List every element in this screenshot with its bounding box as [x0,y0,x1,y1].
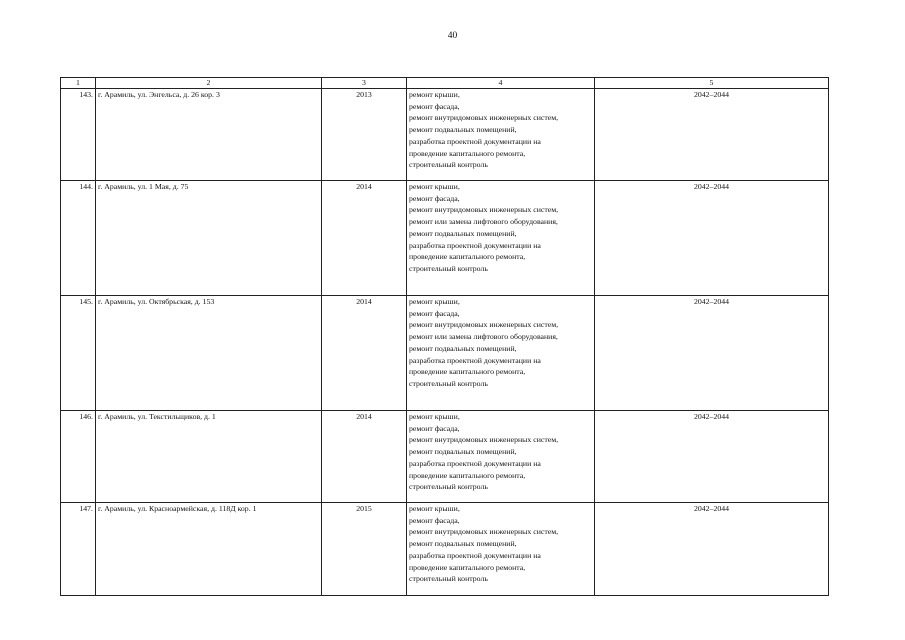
table-header [61,78,829,89]
work-item: проведение капитального ремонта, [409,562,526,572]
work-item: ремонт внутридомовых инженерных систем, [409,205,559,215]
year-cell: 2014 [322,411,407,503]
period-cell: 2042–2044 [595,181,829,296]
period-cell: 2042–2044 [595,503,829,596]
works-cell [407,89,595,181]
works-cell [407,503,595,596]
column-header-1: 1 [61,78,96,89]
year-cell: 2015 [322,503,407,596]
row-number: 147. [61,503,96,596]
work-item: проведение капитального ремонта, [409,470,526,480]
work-item: ремонт крыши, [409,90,460,99]
work-item: ремонт внутридомовых инженерных систем, [409,113,559,123]
table-row [61,296,829,411]
row-number: 146. [61,411,96,503]
year-cell: 2013 [322,89,407,181]
repair-schedule-table [60,77,829,596]
row-number: 145. [61,296,96,411]
table-body [61,89,829,596]
address-cell: г. Арамиль, ул. 1 Мая, д. 75 [96,181,322,296]
column-header-5: 5 [595,78,829,89]
address-cell: г. Арамиль, ул. Октябрьская, д. 153 [96,296,322,411]
work-item: разработка проектной документации на [409,136,541,146]
work-item: разработка проектной документации на [409,240,541,250]
work-item: ремонт фасада, [409,101,460,111]
address-cell: г. Арамиль, ул. Текстильщиков, д. 1 [96,411,322,503]
work-item: ремонт или замена лифтового оборудования, [409,332,558,342]
work-item: ремонт подвальных помещений, [409,125,517,135]
table-row [61,89,829,181]
work-item: разработка проектной документации на [409,458,541,468]
work-item: строительный контроль [409,160,488,170]
work-item: ремонт крыши, [409,182,460,191]
row-number: 143. [61,89,96,181]
work-item: строительный контроль [409,378,488,388]
work-item: строительный контроль [409,482,488,492]
table-row [61,411,829,503]
work-item: разработка проектной документации на [409,550,541,560]
year-cell: 2014 [322,296,407,411]
period-cell: 2042–2044 [595,89,829,181]
period-cell: 2042–2044 [595,296,829,411]
column-header-2: 2 [96,78,322,89]
work-item: ремонт крыши, [409,412,460,421]
work-item: ремонт или замена лифтового оборудования, [409,217,558,227]
header-row [61,78,829,89]
work-item: ремонт фасада, [409,515,460,525]
work-item: ремонт крыши, [409,504,460,513]
work-item: ремонт подвальных помещений, [409,343,517,353]
table-row [61,181,829,296]
table-row [61,503,829,596]
work-item: ремонт внутридомовых инженерных систем, [409,320,559,330]
address-cell: г. Арамиль, ул. Энгельса, д. 26 кор. 3 [96,89,322,181]
column-header-4: 4 [407,78,595,89]
page-number: 40 [447,31,458,41]
work-item: ремонт фасада, [409,308,460,318]
work-item: ремонт подвальных помещений, [409,447,517,457]
work-item: строительный контроль [409,263,488,273]
work-item: ремонт подвальных помещений, [409,228,517,238]
work-item: ремонт фасада, [409,423,460,433]
column-header-3: 3 [322,78,407,89]
work-item: проведение капитального ремонта, [409,252,526,262]
year-cell: 2014 [322,181,407,296]
work-item: проведение капитального ремонта, [409,148,526,158]
work-item: ремонт крыши, [409,297,460,306]
work-item: ремонт внутридомовых инженерных систем, [409,435,559,445]
works-cell [407,296,595,411]
work-item: проведение капитального ремонта, [409,367,526,377]
work-item: ремонт подвальных помещений, [409,539,517,549]
work-item: ремонт внутридомовых инженерных систем, [409,527,559,537]
work-item: строительный контроль [409,574,488,584]
works-cell [407,411,595,503]
work-item: разработка проектной документации на [409,355,541,365]
work-item: ремонт фасада, [409,193,460,203]
period-cell: 2042–2044 [595,411,829,503]
row-number: 144. [61,181,96,296]
address-cell: г. Арамиль, ул. Красноармейская, д. 118Д кор. 1 [96,503,322,596]
works-cell [407,181,595,296]
